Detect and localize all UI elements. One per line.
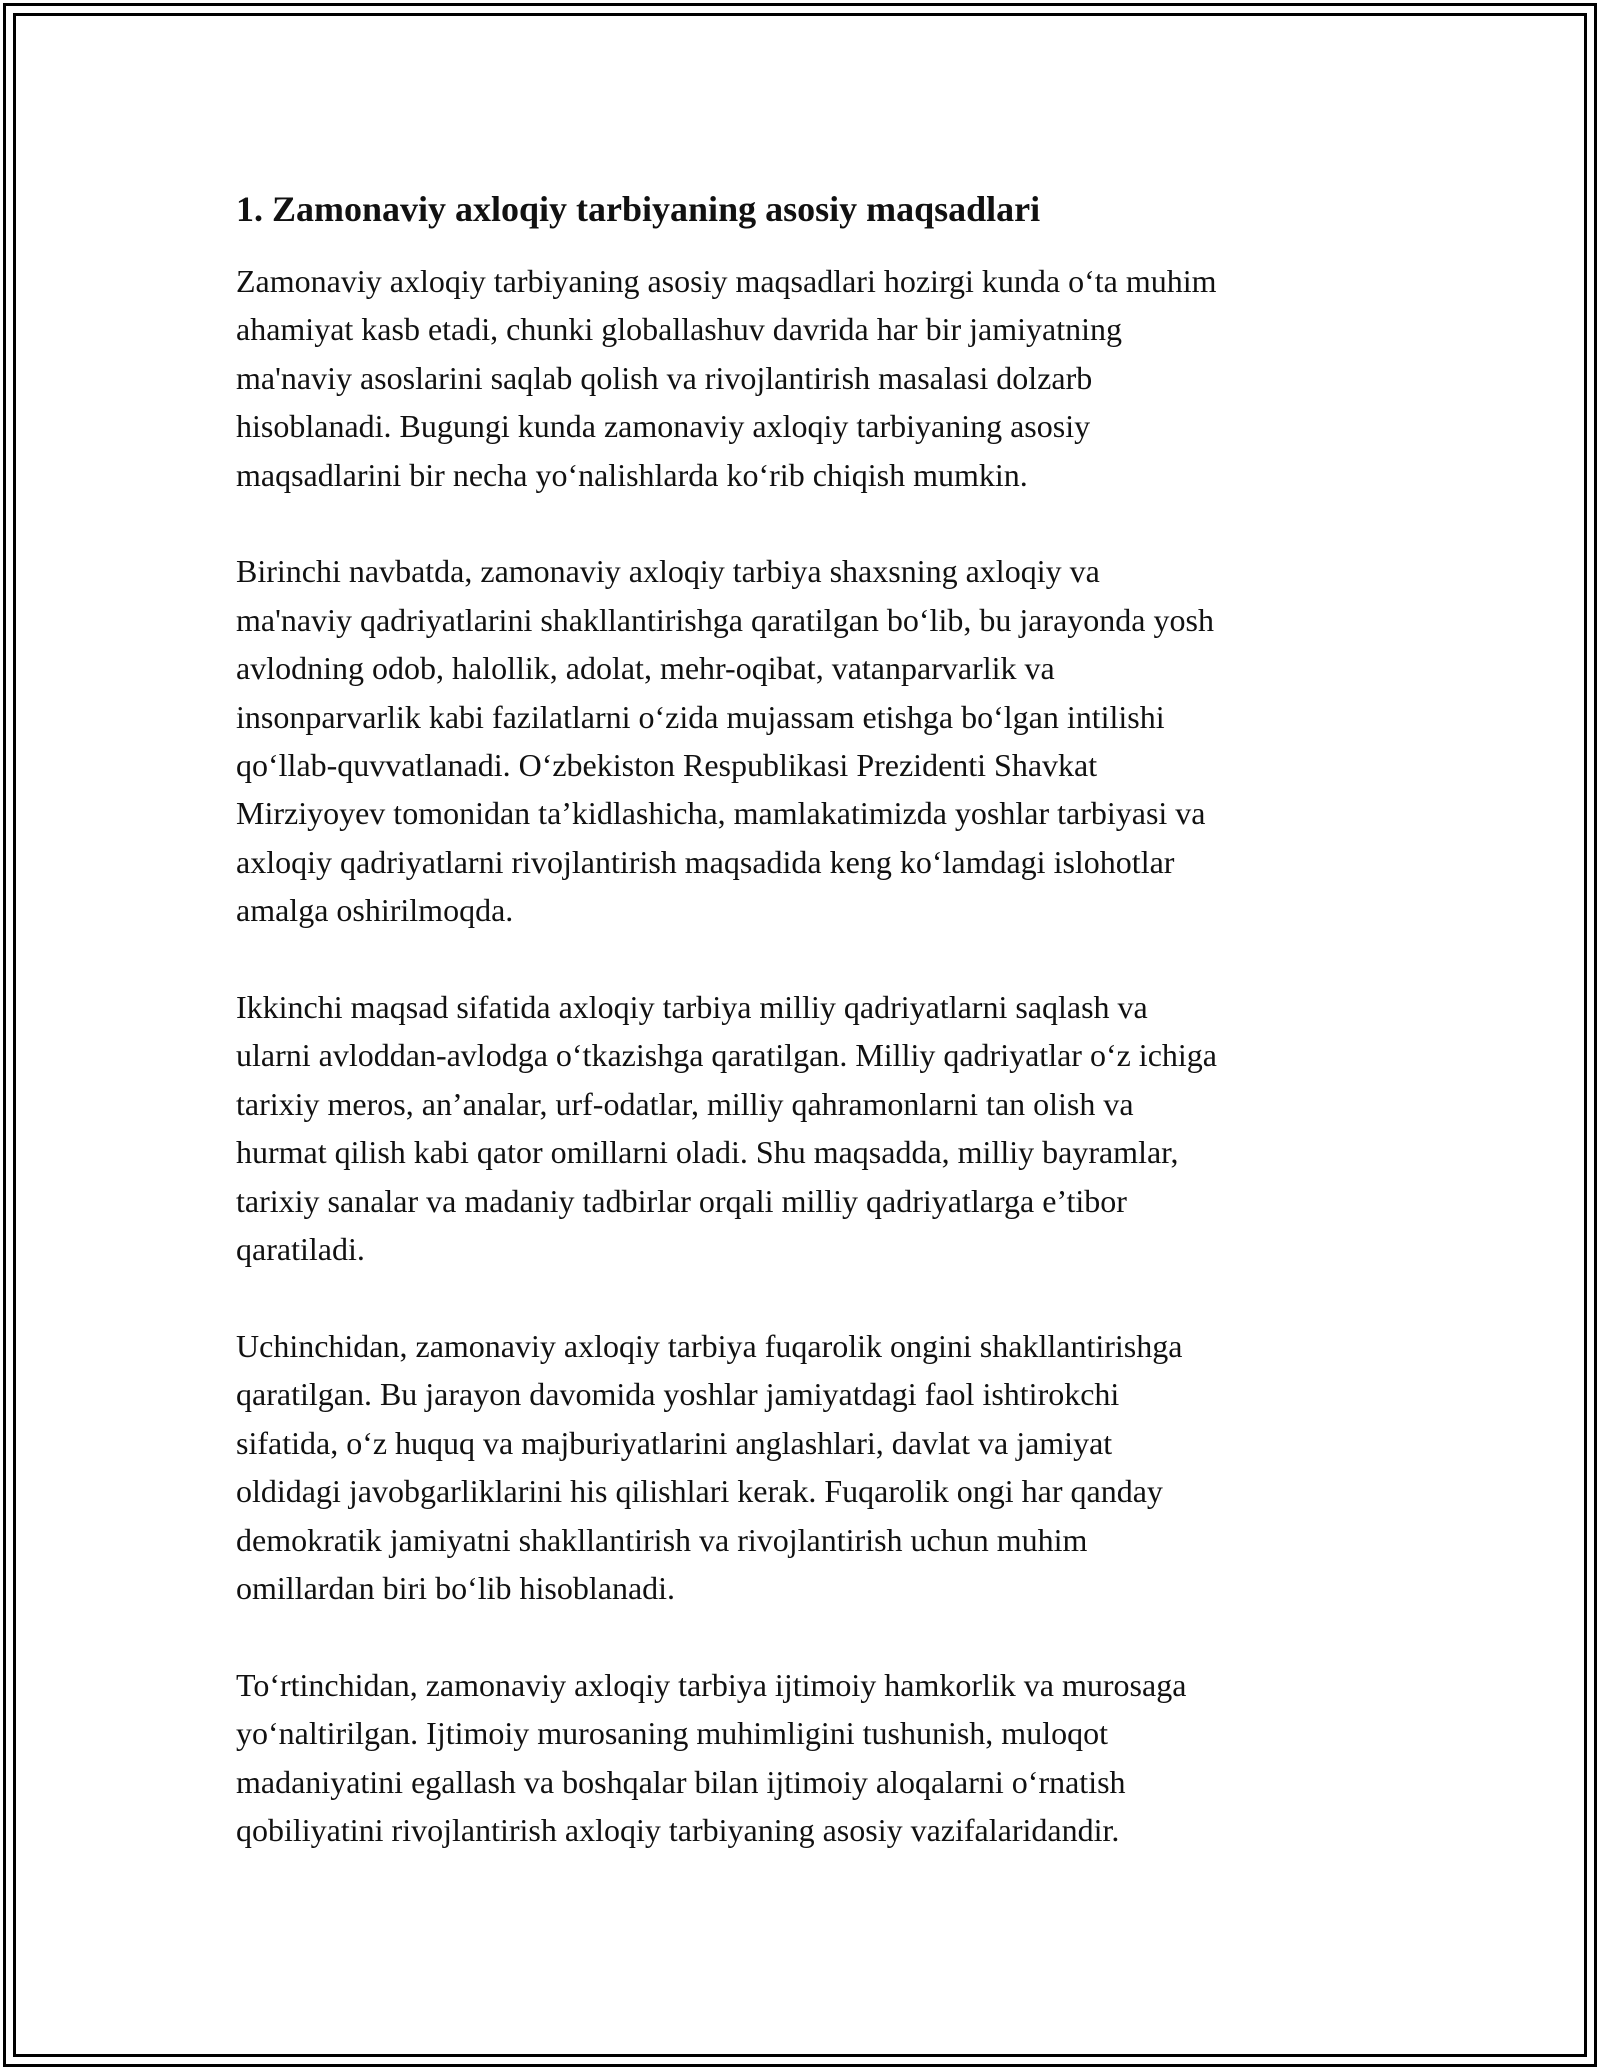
document-body — [236, 185, 1396, 1903]
text-line: ma'naviy asoslarini saqlab qolish va rivojlantirish masalasi dolzarb — [236, 359, 1093, 396]
text-line: tarixiy sanalar va madaniy tadbirlar orqali milliy qadriyatlarga e’tibor — [236, 1182, 1127, 1219]
paragraph — [236, 983, 1396, 1273]
text-line: omillardan biri bo‘lib hisoblanadi. — [236, 1569, 676, 1606]
text-line: amalga oshirilmoqda. — [236, 892, 514, 929]
paragraph — [236, 547, 1396, 934]
section-heading: 1. Zamonaviy axloqiy tarbiyaning asosiy maqsadlari — [236, 189, 1041, 229]
text-line: hisoblanadi. Bugungi kunda zamonaviy axloqiy tarbiyaning asosiy — [236, 408, 1091, 445]
text-line: Uchinchidan, zamonaviy axloqiy tarbiya fuqarolik ongini shakllantirishga — [236, 1327, 1183, 1364]
text-line: qaratilgan. Bu jarayon davomida yoshlar jamiyatdagi faol ishtirokchi — [236, 1376, 1120, 1413]
text-line: demokratik jamiyatni shakllantirish va rivojlantirish uchun muhim — [236, 1521, 1088, 1558]
text-line: ma'naviy qadriyatlarini shakllantirishga qaratilgan bo‘lib, bu jarayonda yosh — [236, 601, 1214, 638]
paragraph — [236, 1322, 1396, 1612]
text-line: ularni avloddan-avlodga o‘tkazishga qaratilgan. Milliy qadriyatlar o‘z ichiga — [236, 1037, 1217, 1074]
text-line: Birinchi navbatda, zamonaviy axloqiy tarbiya shaxsning axloqiy va — [236, 553, 1100, 590]
text-line: qo‘llab-quvvatlanadi. O‘zbekiston Respublikasi Prezidenti Shavkat — [236, 747, 1098, 784]
text-line: Zamonaviy axloqiy tarbiyaning asosiy maqsadlari hozirgi kunda o‘ta muhim — [236, 263, 1217, 299]
text-line: insonparvarlik kabi fazilatlarni o‘zida mujassam etishga bo‘lgan intilishi — [236, 698, 1165, 735]
paragraph — [236, 1661, 1396, 1855]
text-line: ahamiyat kasb etadi, chunki globallashuv davrida har bir jamiyatning — [236, 311, 1122, 348]
text-line: To‘rtinchidan, zamonaviy axloqiy tarbiya ijtimoiy hamkorlik va murosaga — [236, 1666, 1187, 1703]
text-line: yo‘naltirilgan. Ijtimoiy murosaning muhimligini tushunish, muloqot — [236, 1715, 1108, 1752]
paragraph — [236, 257, 1396, 499]
text-line: oldidagi javobgarliklarini his qilishlari kerak. Fuqarolik ongi har qanday — [236, 1473, 1163, 1510]
text-line: Mirziyoyev tomonidan ta’kidlashicha, mamlakatimizda yoshlar tarbiyasi va — [236, 795, 1206, 832]
text-line: Ikkinchi maqsad sifatida axloqiy tarbiya milliy qadriyatlarni saqlash va — [236, 989, 1148, 1026]
text-line: madaniyatini egallash va boshqalar bilan ijtimoiy aloqalarni o‘rnatish — [236, 1763, 1126, 1800]
text-line: qaratiladi. — [236, 1231, 365, 1268]
text-line: avlodning odob, halollik, adolat, mehr-oqibat, vatanparvarlik va — [236, 650, 1055, 687]
text-line: axloqiy qadriyatlarni rivojlantirish maqsadida keng ko‘lamdagi islohotlar — [236, 843, 1175, 880]
text-line: tarixiy meros, an’analar, urf-odatlar, milliy qahramonlarni tan olish va — [236, 1085, 1134, 1122]
text-line: maqsadlarini bir necha yo‘nalishlarda ko‘rib chiqish mumkin. — [236, 456, 1028, 493]
text-line: sifatida, o‘z huquq va majburiyatlarini anglashlari, davlat va jamiyat — [236, 1424, 1113, 1461]
paragraph-list — [236, 257, 1396, 1854]
text-line: qobiliyatini rivojlantirish axloqiy tarbiyaning asosiy vazifalaridandir. — [236, 1811, 1120, 1848]
text-line: hurmat qilish kabi qator omillarni oladi. Shu maqsadda, milliy bayramlar, — [236, 1134, 1179, 1171]
